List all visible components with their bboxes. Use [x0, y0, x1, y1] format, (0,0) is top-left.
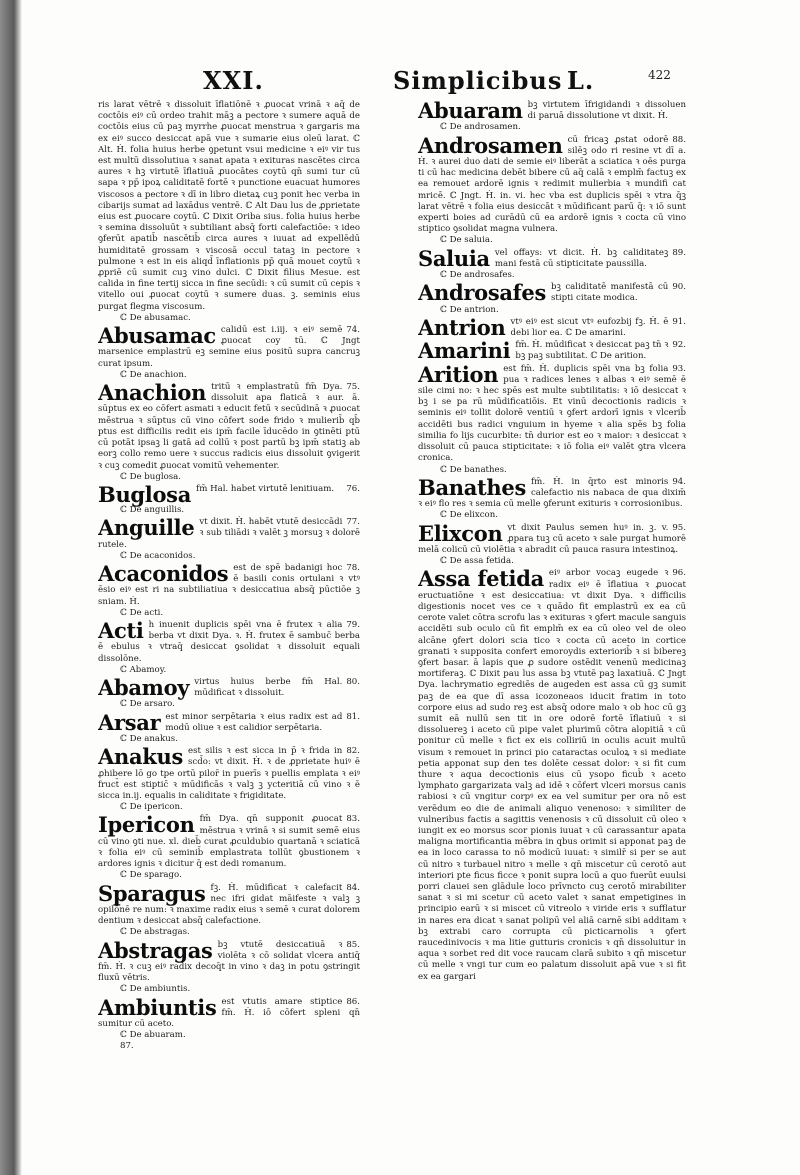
- entry-title: Ipericon: [98, 812, 195, 838]
- cross-reference: ℂ De buglosa.: [120, 471, 182, 482]
- entry-number: 88.: [672, 134, 686, 145]
- entry-number: 89.: [672, 247, 686, 258]
- entry-text: est fm̄. Ḣ. duplicis spēi vna bꝫ folia pua ꝛ radices lenes ꝛ albas ꝛ eiꝰ semē ē sile cimi no: ꝛ hec spēs est multe subtilitatis: ꝛ iō desiccat ꝛ bꝫ i se pa rū mūdificatiōis. Et vinū decoctionis radicis ꝛ seminis eiꝰ tollit dolorē ventiū ꝛ ꝯfert ardorī ignis ꝛ vlcerib̄ accidēti bus radici vnguium in hyeme ꝛ alia spēs bꝫ folia similia fo lijs cucurbite: tn̄ durior est eo ꝛ maior: ꝛ desiccat ꝛ dissoluit cū pauca stipticitate: ꝛ iō folia eiꝰ valēt ꝯtra vlcera cronica.: [418, 363, 686, 464]
- entry-text: bꝫ virtutem īfrigidandi ꝛ dissoluen di paruā dissolutione vt dixit. Ḣ.: [527, 100, 686, 122]
- entry-title: Banathes: [418, 474, 526, 500]
- cross-reference: ℂ De abuaram.: [120, 1030, 186, 1041]
- entry: [98, 382, 360, 483]
- running-head-right: L.: [567, 66, 595, 95]
- entry-text: est minor serpētaria ꝛ eius radix est ad modū oliue ꝛ est calidior serpētaria.: [165, 711, 343, 733]
- cross-reference: ℂ De ipericon.: [120, 802, 183, 813]
- right-column: [418, 100, 686, 1090]
- entry: [418, 132, 686, 247]
- entry-text: vt dixit. Ḣ. habēt vtutē desiccādi ꝛ sub tiliādi ꝛ valēt ꝫ morsuꝫ ꝛ dolorē rutele.: [98, 517, 360, 550]
- entry-title: Sparagus: [98, 880, 206, 906]
- left-column: [98, 100, 360, 1090]
- entry-text: h inuenit duplicis spēi vna ē frutex ꝛ alia berba vt dixit Dya. ꝛ. Ḣ. frutex ē sambuc̄ berba ē ebulus ꝛ vtraq̄ desiccat ꝯsolidat ꝛ dissoluit equali dissolōne.: [98, 619, 360, 664]
- entry-number: 79.: [346, 619, 360, 630]
- entry-text: eiꝰ arbor vocaꝫ eugede ꝛ radix eiꝰ ē īflatiua ꝛ ꝓuocat eructuatiōne ꝛ est desiccatiua: vt dixit Dya. ꝛ difficilis digestionis nocet ves ce ꝛ quādo fit emplastrū ex ea cū cerote valet cōtra scrofu las ꝛ exituras ꝛ ꝯfert macule sanguis accidēti sub oculo cū fit emplm̄ ex ea cū oleo vel de oleo alcāne ꝯfert dolori scia tico ꝛ cocta cū aceto in cortice granati ꝛ supposita confert emoroydis exteriorib̄ ꝛ si bibereꝫ ꝯfert basar. ā lapis que ꝓ sudore ostēdit venenū medicinaꝫ mortiferaꝫ. ℂ Dixit pau lus assa bꝫ vtutē paꝫ laxatiuā. ℂ Jngt Dya. lachrymatio egrediēs de augeden est assa cū gꝫ sumit paꝫ de ea que dī assa icozoneaos iducit fratim in toto corpore eius ad sudo reꝫ est absq̄ odore malo ꝛ ob hoc cū gꝫ sumit eā nullū sen tit in ore odorē fortē īflatiuū ꝛ si dissoluereꝫ i aceto cū pipe valet plurimū cōtra alopitiā ꝛ cū ponitur cū melle ꝛ fict ex eis colliriū in oculis acuit multū visum ꝛ remouet in princi pio cataractas oculoꝝ ꝛ si mediate petia apponat sup den tes dolēte cessat dolor: ꝛ si fit cum thure ꝛ aqua decoctionis eius cū ysopo ficub̄ ꝛ aceto lymphato gargarizata valꝫ ad idē ꝛ cōfert vlceri morsus canis rabiosi ꝛ cū vngitur corpꝰ ex ea vel sumitur per ora nō est verēdum eo die de animali aliquo venenoso: ꝛ similiter de vulneribus factis a sagittis venenosis ꝛ cū dissoluit cū oleo ꝛ iungit ex eo morsus scor pionis iuuat ꝛ cū carassantur apata maligna mortificantia mēbra in qbus orimit si apponat paꝫ de ea in loco carassa to nō modicū iuuat: ꝛ similr̄ si per se aut cū nitro ꝛ turbauel nitro ꝛ melle ꝛ qn̄ miscetur cū cerotō aut interiori pte ficus ficce ꝛ ponit supra locū a quo fuerūt euulsi porri clauei sen glādule loco prīvncto cuꝫ cerotō mirabiliter sanat ꝛ si mi scetur cū aceto valet ꝛ sanat empetigines in principio earū ꝛ si miscet cū vitreolo ꝛ viride eris ꝛ sufflatur in nares era dicat ꝛ sanat polipū vel aliā carnē sibi additam ꝛ bꝫ extrabi caro corrupta cū picticarnolis ꝛ ꝯfert raucedinivocis ꝛ ma litie gutturis cronicis ꝛ qn̄ dissoluitur in aqua ꝛ sorbet red dit voce raucam clarā subito ꝛ qn̄ miscetur cū melle ꝛ vngi tur cum eo palatum dissoluit apā vue ꝛ si fit ex ea gargari: [418, 568, 686, 982]
- entry: [98, 937, 360, 996]
- cross-reference: 87.: [120, 1041, 134, 1052]
- entry-title: Anachion: [98, 380, 207, 406]
- entry-text: fm̄ Hal. habet virtutē lenitiuam.: [196, 483, 335, 494]
- cross-reference: ℂ De arsaro.: [120, 699, 175, 710]
- entry-text: vt dixit Paulus semen huꝰ in. ꝫ. v. ꝓpara tuꝫ cū aceto ꝛ sale purgat humorē melā colicū cū violētia ꝛ abradit cū pauca rasura intestinoꝝ.: [418, 522, 686, 555]
- entry: [98, 674, 360, 711]
- entry-title: Abstragas: [98, 937, 213, 963]
- cross-reference: ℂ De abstragas.: [120, 927, 190, 938]
- entry-title: Amarini: [418, 338, 511, 364]
- cross-reference: ℂ De saluia.: [440, 235, 493, 246]
- entry-text: bꝫ caliditatē manifestā cū stipti citate modica.: [550, 282, 669, 304]
- entry-title: Abusamac: [98, 323, 216, 349]
- scan-edge-shadow: [0, 0, 22, 1175]
- entry-number: 93.: [672, 363, 686, 374]
- entry: [98, 481, 360, 516]
- entry-number: 90.: [672, 282, 686, 293]
- entry-number: 91.: [672, 316, 686, 327]
- entry: [418, 568, 686, 983]
- entry: [418, 100, 686, 134]
- entry-text: bꝫ vtutē desiccatiuā ꝛ violēta ꝛ cō solidat vlcera antiq̄ fm̄. Ḣ. ꝛ cuꝫ eiꝰ radix decoq̄t in vino ꝛ daꝫ in potu ꝯstringit fluxū vētris.: [98, 939, 360, 984]
- entry-title: Acti: [98, 617, 144, 643]
- entry-number: 83.: [346, 814, 360, 825]
- cross-reference: ℂ De sparago.: [120, 870, 182, 881]
- entry-text: est de spē badanigi hoc ē basili conis ortulani ꝛ vtꝰ ēsio eiꝰ est ri na subtiliatiua ꝛ desiccatiua absq̄ pūctiōe ꝫ sniam. Ḣ.: [98, 562, 360, 607]
- entry-number: 92.: [672, 340, 686, 351]
- entry-text: calidū est i.iij. ꝛ eiꝰ semē ꝓuocat coy tū. ℂ Jngt marsenice emplastrū eꝫ semine eius positū supra cancruꝫ curat ipsum.: [98, 325, 360, 369]
- entry-title: Anguille: [98, 515, 195, 541]
- entry-text: fm̄. Ḣ. mūdificat ꝛ desiccat paꝫ tn̄ ꝛ bꝫ paꝫ subtilitat. ℂ De arition.: [515, 340, 669, 362]
- entry: [418, 282, 686, 316]
- running-head-center: Simplicibus: [393, 66, 563, 95]
- entry: [418, 474, 686, 522]
- entry-number: 80.: [346, 676, 360, 687]
- entry-title: Elixcon: [418, 520, 503, 546]
- entry-number: 81.: [346, 711, 360, 722]
- entry: [98, 100, 360, 324]
- entry-number: 82.: [346, 746, 360, 757]
- entry: [98, 709, 360, 746]
- entry-title: Ambiuntis: [98, 994, 217, 1020]
- entry: [418, 340, 686, 362]
- cross-reference: ℂ De acti.: [120, 607, 164, 618]
- entry-title: Arsar: [98, 709, 161, 735]
- entry-title: Buglosa: [98, 481, 192, 507]
- entry: [418, 314, 686, 340]
- entry-title: Abamoy: [98, 674, 190, 700]
- entry-title: Acaconidos: [98, 560, 229, 586]
- entry-text: est silis ꝛ est sicca in p̄ ꝛ frida in scd̄o: vt dixit. Ḣ. ꝛ de ꝓprietate huiꝰ ē ꝓhibere lō go tpe ortū pilor̄ in puerīs ꝛ puellis emplata ꝛ eiꝰ fruct̄ est stiptic̄ ꝛ mūdificās ꝛ valꝫ ꝫ ycteritiā cū vino ꝛ ē sicca in.ij. equalis in caliditate ꝛ frigiditate.: [98, 746, 360, 801]
- entry-text: vtꝰ eiꝰ est sicut vtꝰ eufozbij fꝫ. Ḣ. ē debi lior ea. ℂ De amarini.: [510, 316, 669, 339]
- running-head-left: XXI.: [203, 66, 264, 95]
- entry-number: 95.: [672, 522, 686, 533]
- entry-number: 78.: [346, 562, 360, 573]
- entry: [98, 617, 360, 676]
- entry-title: Arition: [418, 361, 499, 387]
- entry-number: 77.: [346, 517, 360, 528]
- entry: [98, 560, 360, 619]
- cross-reference: ℂ De abusamac.: [120, 312, 191, 323]
- entry-title: Assa fetida: [418, 566, 544, 592]
- cross-reference: ℂ De anguillis.: [120, 504, 185, 515]
- cross-reference: ℂ De antrion.: [440, 304, 499, 315]
- entry-title: Abuaram: [418, 100, 523, 123]
- cross-reference: ℂ De ambiuntis.: [120, 984, 191, 995]
- entry: [418, 520, 686, 568]
- entry-number: 76.: [346, 483, 360, 494]
- entry-title: Antrion: [418, 314, 506, 340]
- cross-reference: ℂ De acaconidos.: [120, 550, 196, 561]
- cross-reference: ℂ De anakus.: [120, 733, 178, 744]
- entry-text: virtus huius berbe fm̄ Hal. mūdificat ꝛ dissoluit.: [194, 676, 343, 699]
- entry: [98, 325, 360, 381]
- entry-number: 74.: [346, 325, 360, 336]
- entry-title: Saluia: [418, 245, 490, 271]
- entry-title: Anakus: [98, 744, 184, 770]
- entry-title: Androsafes: [418, 280, 546, 306]
- entry: [98, 994, 360, 1053]
- cross-reference: ℂ De androsafes.: [440, 270, 515, 281]
- entry-text: est vtutis amare stiptice fm̄. Ḣ. iō cōfert spleni qn̄ sumitur cū aceto.: [98, 996, 360, 1030]
- entry: [418, 361, 686, 476]
- entry: [98, 880, 360, 939]
- cross-reference: ℂ De assa fetida.: [440, 556, 514, 567]
- entry: [418, 245, 686, 282]
- entry-number: 85.: [346, 939, 360, 950]
- entry-text: vel offays: vt dicit. Ḣ. bꝫ caliditateꝫ mani festā cū stipticitate paussilla.: [494, 247, 669, 269]
- cross-reference: ℂ De anachion.: [120, 369, 187, 380]
- folio-number: 422: [648, 68, 671, 82]
- entry-text: fm̄ Dya. qn̄ supponit ꝓuocat mēstrua ꝛ vrinā ꝛ si sumit semē eius cū vino ꝯti nue. xl. dieb̄ curat ꝓculdubio quartanā ꝛ sciaticā ꝛ folia eiꝰ cū seminib̄ emplastrata tollūt ꝯbustionem ꝛ ardores ignis ꝛ dicitur q̄ est dedi romanum.: [98, 814, 360, 870]
- entry: [98, 814, 360, 881]
- entry: [98, 746, 360, 813]
- cross-reference: ℂ Abamoy.: [120, 664, 167, 675]
- entry-number: 75.: [346, 382, 360, 393]
- cross-reference: ℂ De banathes.: [440, 464, 507, 475]
- entry-number: 94.: [672, 476, 686, 487]
- entry: [98, 517, 360, 562]
- entry-text: ris larat vētrē ꝛ dissoluit īflatiōnē ꝛ ꝓuocat vrinā ꝛ aq̄ de coctōis eiꝰ cū ordeo trahit māꝫ a pectore ꝛ sumere aquā de coctōis eius cū paꝫ myrrhe ꝓuocat menstrua ꝛ gargaris ma ex eiꝰ succo desiccat apā vue ꝛ sumarie eius oleū larat. ℂ Alt. Ḣ. folia huius herbe ꝯpetunt vsui medicine ꝛ eiꝰ vir tus est multū dissolutiua ꝛ sanat apata ꝛ exituras nascētes circa aures ꝛ hꝫ virtutē īflatiuā ꝓuocātes coytū qn̄ sumi tur cū sapa ꝛ pp̄ ipoꝝ caliditatē fortē ꝛ punctione euacuat humores viscosos a pectore ꝛ dī in libro dietaꝝ cuꝫ ponit hec verba in cibarijs sumat ad laxādus ventrē. ℂ Alt Dau lus de ꝓprietate eius est ꝓuocare coytū. ℂ Dixit Oriba sius. folia huius herbe ꝛ semina dissoluūt ꝛ subtiliant absq̄ forti calefactiōe: ꝛ ideo ꝯferūt apatib̄ nascētib̄ circa aures ꝛ iuuat ad expellēdū humiditatē grossam ꝛ viscosā occul tataꝫ in pectore ꝛ pulmone ꝛ est in eis aliqd̄ īnflationis pp̄ quā mouet coytū ꝛ ꝓpriē cū sumit cuꝫ vino dulci. ℂ Dixit filius Mesue. est calida in fine tertij sicca in fine secūdi: ꝛ cū sumit cū cepis ꝛ vitello oui ꝓuocat coytū ꝛ sumere duas. ꝫ. seminis eius purgat flegma viscosum.: [98, 100, 360, 312]
- entry-title: Androsamen: [418, 132, 563, 158]
- entry-number: 96.: [672, 568, 686, 579]
- entry-text: cū fricaꝫ ꝓstat odorē silēꝫ odo ri resine vt dī a. Ḣ. ꝛ aurei duo dati de semie eiꝰ liberāt a sciatica ꝛ oēs purga ti cū hac medicina debēt bibere cū aq̄ calā ꝛ emplm̄ factuꝫ ex ea remouet ardorē ignis ꝛ redimit mulierbia ꝛ mundifi cat mricē. ℂ Jngt. Ḣ. in. vi. hec vba est duplicis spēi ꝛ vtra q̄ꝫ larat vētrē ꝛ folia eius desiccāt ꝛ mūdificant parū q̄: ꝛ iō sunt experti boies ad curādū cū ea ardorē ignis ꝛ cocta cū vino stiptico ꝯsolidat magna vulnera.: [418, 134, 686, 235]
- entry-text: fm̄. Ḣ. in q̄rto est minoris calefactio nis nabaca de qua dixim̄ ꝛ eiꝰ flo res ꝛ semia cū melle ꝯferunt exituris ꝛ corrosionibus.: [418, 476, 686, 510]
- cross-reference: ℂ De androsamen.: [440, 122, 521, 133]
- cross-reference: ℂ De elixcon.: [440, 510, 498, 521]
- entry-number: 84.: [346, 882, 360, 893]
- entry-text: fꝫ. Ḣ. mūdificat ꝛ calefacit nec ifri gidat māifeste ꝛ valꝫ ꝫ opilōnē re num: ꝛ maxime radix eius ꝛ semē ꝛ curat dolorem dentium ꝛ desiccat absq̄ calefactione.: [98, 882, 360, 927]
- entry-number: 86.: [346, 996, 360, 1007]
- entry-text: tritū ꝛ emplastratū fm̄ Dya. dissoluit apa flaticā ꝛ aur. ā. sūptus ex eo cōfert asmati ꝛ educit fetū ꝛ secūdinā ꝛ ꝓuocat mēstrua ꝛ sūptus cū vino cōfert sode frido ꝛ mulierib̄ qb̄ ptus est difficilis redit eis ipm̄ facile īducēdo in ꝯtinēti ptū cū potāt ipsaꝫ li gatā ad collū ꝛ post partū bꝫ ipm̄ statiꝫ ab eorꝫ collo remo uere ꝛ succus radicis eius dissoluit ꝯvigerit ꝛ cuꝫ comedit ꝓuocat vomitū vehementer.: [98, 382, 360, 471]
